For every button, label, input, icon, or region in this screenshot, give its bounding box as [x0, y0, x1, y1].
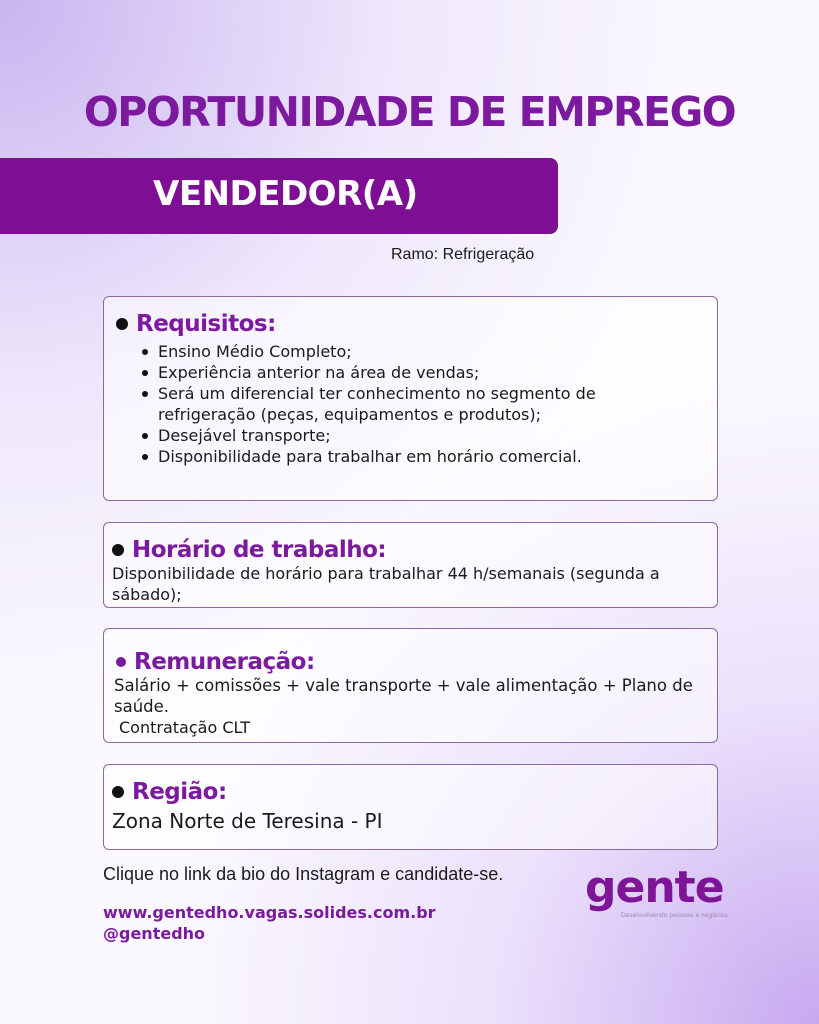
- heading-text: Região:: [132, 779, 227, 805]
- requirements-list: [116, 341, 705, 467]
- list-item: Disponibilidade para trabalhar em horário comercial.: [142, 446, 705, 467]
- logo-word: gente: [585, 862, 724, 913]
- position-banner: [0, 158, 558, 234]
- schedule-heading: [112, 537, 709, 563]
- contact-links: [103, 902, 436, 944]
- bullet-icon: [116, 657, 126, 667]
- schedule-box: [103, 522, 718, 608]
- list-item: Experiência anterior na área de vendas;: [142, 362, 705, 383]
- list-item: Será um diferencial ter conhecimento no segmento de refrigeração (peças, equipamentos e produtos);: [142, 383, 705, 425]
- call-to-action: Clique no link da bio do Instagram e candidate-se.: [103, 864, 504, 884]
- gente-logo: [585, 862, 728, 934]
- bullet-icon: [116, 318, 128, 330]
- bullet-icon: [112, 786, 124, 798]
- list-item: Ensino Médio Completo;: [142, 341, 705, 362]
- heading-text: Remuneração:: [134, 649, 315, 675]
- logo-tagline: Desenvolvendo pessoas e negócios: [621, 912, 728, 919]
- heading-text: Requisitos:: [136, 311, 276, 337]
- region-text: Zona Norte de Teresina - PI: [112, 809, 383, 833]
- contract-text: Contratação CLT: [119, 718, 250, 737]
- region-heading: [112, 779, 709, 805]
- heading-text: Horário de trabalho:: [132, 537, 387, 563]
- position-title: VENDEDOR(A): [153, 174, 418, 214]
- website-link[interactable]: www.gentedho.vagas.solides.com.br: [103, 903, 436, 922]
- page-title: OPORTUNIDADE DE EMPREGO: [83, 88, 736, 136]
- instagram-handle[interactable]: @gentedho: [103, 924, 206, 943]
- schedule-text: Disponibilidade de horário para trabalhar 44 h/semanais (segunda a sábado);: [112, 564, 660, 604]
- requirements-box: [103, 296, 718, 501]
- requirements-heading: [116, 311, 705, 337]
- bullet-icon: [112, 544, 124, 556]
- pay-text: Salário + comissões + vale transporte + vale alimentação + Plano de saúde.: [114, 676, 693, 716]
- sector-label: Ramo: Refrigeração: [391, 246, 535, 263]
- pay-box: [103, 628, 718, 743]
- region-box: [103, 764, 718, 850]
- pay-heading: [114, 649, 707, 675]
- list-item: Desejável transporte;: [142, 425, 705, 446]
